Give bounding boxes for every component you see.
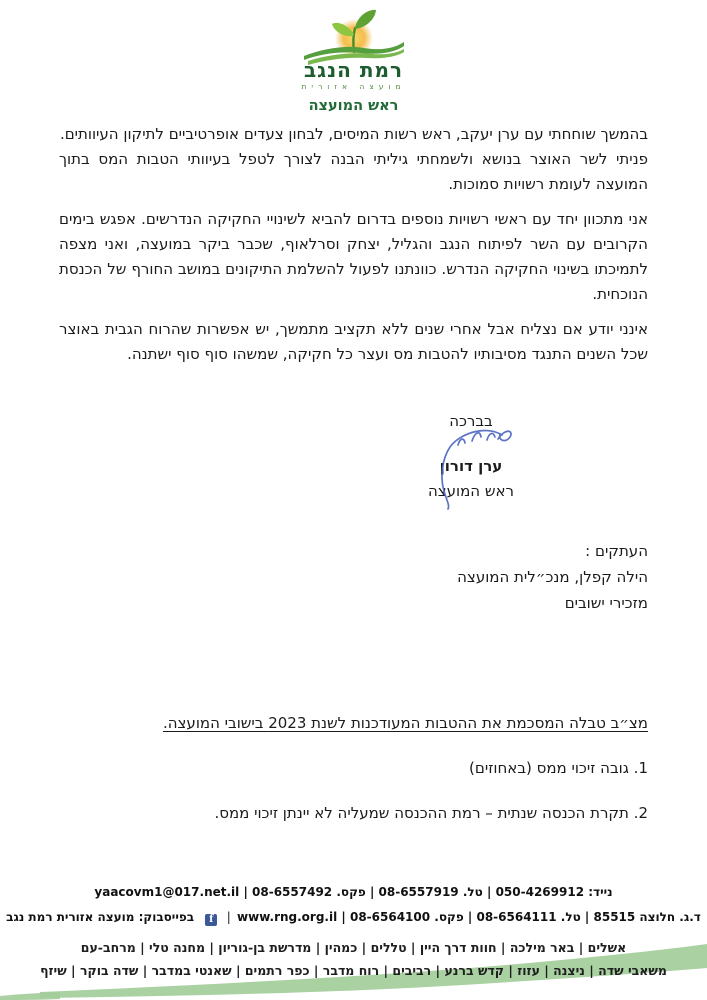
department-title: ראש המועצה — [308, 98, 399, 114]
signer-name: ערן דורון — [439, 457, 503, 475]
attachment-item: 1. גובה זיכוי ממס (באחוזים) — [469, 759, 648, 777]
separator: | — [222, 910, 236, 924]
council-logo-title: רמת הנגב — [303, 58, 404, 82]
closing-salutation: בברכה — [449, 412, 493, 430]
letter-paragraph: בהמשך שוחחתי עם ערן יעקב, ראש רשות המיסים, לבחון צעדים אופרטיביים לתיקון העיוותים. — [59, 125, 648, 143]
copies-item: מזכירי ישובים — [564, 594, 648, 612]
letter-paragraph: אני מתכוון יחד עם ראשי רשויות נוספים בדרום להביא לשינויי החקיקה הנדרשים. אפגש בימים הקרובים עם השר לפיתוח הנגב והגליל, יצחק וסרלאוף, שכבר ביקר במועצה, ואני מצפה לתמיכתו בשינוי החקיקה הנדרש. כוונתנו לפעול להשלמת התיקונים במושב החורף של הכנסת הנוכחית. — [59, 210, 648, 303]
council-logo-subtitle: מועצה אזורית — [301, 82, 406, 91]
letter-body — [59, 122, 648, 367]
contact-line-2-items: ד.ג. חלוצה 85515 | טל. 08-6564111 | פקס. 08-6564100 | www.rng.org.il — [237, 910, 701, 924]
settlements-line-2: משאבי שדה | ניצנה | עזוז | קדש ברנע | רביבים | רוח מדבר | כפר רתמים | שאנטי במדבר | שדה בוקר | שיזף — [40, 963, 667, 978]
contact-footer — [0, 880, 707, 930]
letter-paragraph: אינני יודע אם נצליח אבל אחרי שנים ללא תקציב מתמשך, יש אפשרות שהרוח הגבית באוצר שכל השנים התנגד מסיבותיו להטבות מס ועצר כל חקיקה, שמשהו סוף סוף ישתנה. — [59, 320, 648, 363]
letterhead — [0, 0, 707, 114]
facebook-label: בפייסבוק: מועצה אזורית רמת נגב — [6, 910, 195, 924]
closing-block — [428, 409, 514, 504]
separator — [194, 910, 202, 924]
attachment-note — [59, 711, 648, 826]
letter-paragraph: פניתי לשר האוצר בנושא ולשמחתי גיליתי הבנה לצורך לטפל בעיוותי הטבות המס בתוך המועצה לעומת רשויות סמוכות. — [59, 150, 648, 193]
settlements-line-1: אשלים | באר מילכה | חוות דרך היין | טללים | כמהין | מדרשת בן-גוריון | מחנה טלי | מרחב-עם — [80, 940, 627, 955]
contact-line-1: נייד: 050-4269912 | טל. 08-6557919 | פקס. 08-6557492 | yaacovm1@017.net.il — [94, 885, 613, 899]
settlements-strip — [0, 936, 707, 982]
attachment-item: 2. תקרת הכנסה שנתית – רמת ההכנסה שמעליה לא יינתן זיכוי ממס. — [214, 804, 648, 822]
signer-title: ראש המועצה — [427, 482, 514, 500]
attachment-heading: מצ״ב טבלה המסכמת את ההטבות המעודכנות לשנת 2023 בישובי המועצה. — [162, 714, 648, 732]
copies-block — [59, 538, 648, 616]
copies-heading: העתקים : — [585, 542, 648, 560]
facebook-icon: f — [205, 914, 217, 926]
copies-item: הילה קפלן, מנכ״לית המועצה — [457, 568, 648, 586]
contact-line-2 — [0, 905, 707, 930]
